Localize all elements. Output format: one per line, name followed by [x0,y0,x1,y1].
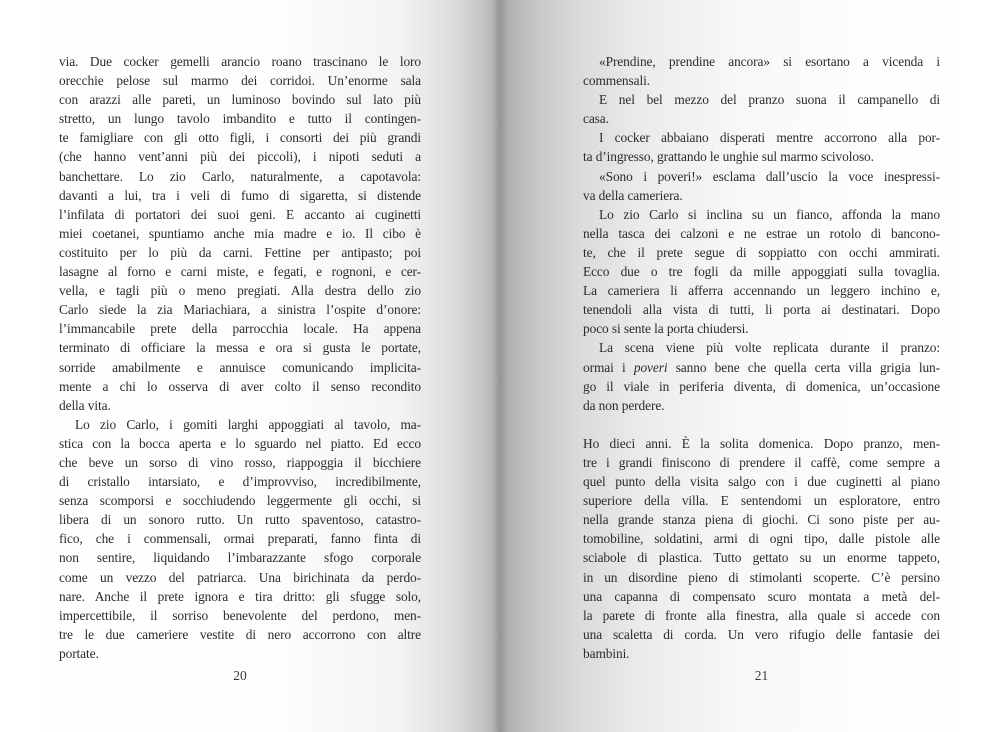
text-line: costituito per lo più da carni. Fettine per antipasto; poi [59,244,421,260]
text-line: «Prendine, prendine ancora» si esortano a vicenda i [599,54,940,69]
text-line: fico, che i commensali, ormai preparati, fanno finta di [59,531,421,547]
paragraph [583,167,940,205]
text-line: va della cameriera. [583,187,683,203]
text-line: vella, e tagli più o meno pregiati. Alla destra dello zio [59,283,421,299]
text-line: di cristallo intarsiato, e d’improvviso, incredibilmente, [59,474,421,490]
text-line: della vita. [59,397,111,413]
text-line: La scena viene più volte replicata durante il pranzo: [599,340,940,356]
text-line: nella tasca dei calzoni e ne estrae un rotolo di bancono- [583,225,940,241]
text-line: libera di un sonoro rutto. Un rutto spaventoso, catastro- [59,512,421,528]
text-line: tenendoli alla vista di tutti, li porta ai destinatari. Dopo [583,302,940,318]
text-line: nare. Anche il prete ignora e tira dritto: gli sfugge solo, [59,588,421,604]
text-line: impercettibile, il sorriso benevolente del perdono, men- [59,607,421,623]
text-line: orecchie pelose sul marmo dei corridoi. Un’enorme sala [59,73,421,89]
text-line: mente a chi lo osserva di aver colto il senso recondito [59,378,421,394]
text-line: portate. [59,645,99,661]
text-line: superiore della villa. E sentendomi un esploratore, entro [583,493,940,509]
text-line: casa. [583,111,609,127]
text-line: Ho dieci anni. È la solita domenica. Dopo pranzo, men- [583,435,940,451]
text-line: la parete di fronte alla finestra, alla quale si accede con [583,607,940,623]
text-line: lasagne al forno e carni miste, e fegati, e rognoni, e cer- [59,264,421,280]
page-left-number: 20 [233,668,247,683]
text-line: poco si sente la porta chiudersi. [583,321,749,337]
paragraph [583,338,940,414]
text-line: l’immancabile prete della parrocchia locale. Ha appena [59,321,421,337]
text-line: una scaletta di corda. Un vero rifugio delle fantasie dei [583,626,940,642]
page-left-text [59,52,421,663]
text-line: tre i grandi finiscono di prendere il caffè, come sempre a [583,454,940,470]
text-line: via. Due cocker gemelli arancio roano trascinano le loro [59,54,421,69]
text-line: sciabole di plastica. Tutto gettato su un enorme tappeto, [583,550,940,566]
text-line: te, che il prete segue di soppiatto con occhi ammirati. [583,244,940,260]
text-line: stretto, un lungo tavolo imbandito e tutto il contingen- [59,111,421,127]
text-line: come un vezzo del patriarca. Una birichinata da perdo- [59,569,421,585]
text-line: l’infilata di portatori dei suoi geni. E accanto ai cuginetti [59,206,421,222]
paragraph [583,128,940,166]
text-line: quel punto della visita salgo con i due cuginetti al piano [583,474,940,490]
page-right-number: 21 [754,668,769,683]
paragraph [583,90,940,128]
text-line: tomobiline, soldatini, armi di ogni tipo, dalle pistole alle [583,531,940,547]
text-line: davanti a lui, tra i veli di fumo di sigaretta, si distende [59,187,421,203]
text-line: terminato di officiare la messa e ora si gusta le portate, [59,340,421,356]
text-line: Ecco due o tre fogli da mille appoggiati sulla tovaglia. [583,264,940,280]
text-line: miei coetanei, spuntiamo anche mia madre e io. Il cibo è [59,225,421,241]
text-line: Lo zio Carlo si inclina su un fianco, affonda la mano [599,206,940,222]
text-line: stica con la bocca aperta e lo sguardo nel piatto. Ed ecco [59,435,421,451]
paragraph [59,415,421,663]
text-line: La cameriera li afferra accennando un leggero inchino e, [583,283,940,299]
text-line: non sentire, liquidando l’imbarazzante sfogo corporale [59,550,421,566]
text-line: E nel bel mezzo del pranzo suona il campanello di [599,92,940,108]
text-line: I cocker abbaiano disperati mentre accorrono alla por- [599,130,940,146]
paragraph [583,205,940,339]
text-line: Carlo siede la zia Mariachiara, a sinistra l’ospite d’onore: [59,302,421,318]
page-right-text [583,52,940,663]
text-line: commensali. [583,73,650,89]
text-line: Lo zio Carlo, i gomiti larghi appoggiati al tavolo, ma- [75,416,421,432]
text-line: con arazzi alle pareti, un luminoso bovindo sul lato più [59,92,421,108]
text-line: (che hanno vent’anni più dei piccoli), i nipoti seduti a [59,149,421,165]
text-line: banchettare. Lo zio Carlo, naturalmente, a capotavola: [59,168,421,184]
text-line: te famigliare con gli otto figli, i consorti dei più grandi [59,130,421,146]
book-gutter-shadow [492,0,508,732]
text-line: bambini. [583,645,630,661]
text-line: ta d’ingresso, grattando le unghie sul marmo scivoloso. [583,149,874,165]
text-line: una capanna di compensato scuro montata a metà del- [583,588,940,604]
text-line: che beve un sorso di vino rosso, riappoggia il bicchiere [59,454,421,470]
text-line: ormai i poveri sanno bene che quella certa villa grigia lun- [583,359,940,375]
paragraph [583,52,940,90]
text-line: go il viale in periferia diventa, di domenica, un’occasione [583,378,940,394]
paragraph [583,434,940,663]
text-line: tre le due cameriere vestite di nero accorrono con altre [59,626,421,642]
text-line: in un disordine pieno di stimolanti scoperte. C’è persino [583,569,940,585]
text-line: nella grande stanza piena di giochi. Ci sono piste per au- [583,512,940,528]
paragraph [59,52,421,415]
text-line: senza scomporsi e socchiudendo leggermente gli occhi, si [59,493,421,509]
text-line: «Sono i poveri!» esclama dall’uscio la voce inespressi- [599,168,940,184]
text-line: sorride amabilmente e annuisce comunicando implicita- [59,359,421,375]
text-line: da non perdere. [583,397,665,413]
